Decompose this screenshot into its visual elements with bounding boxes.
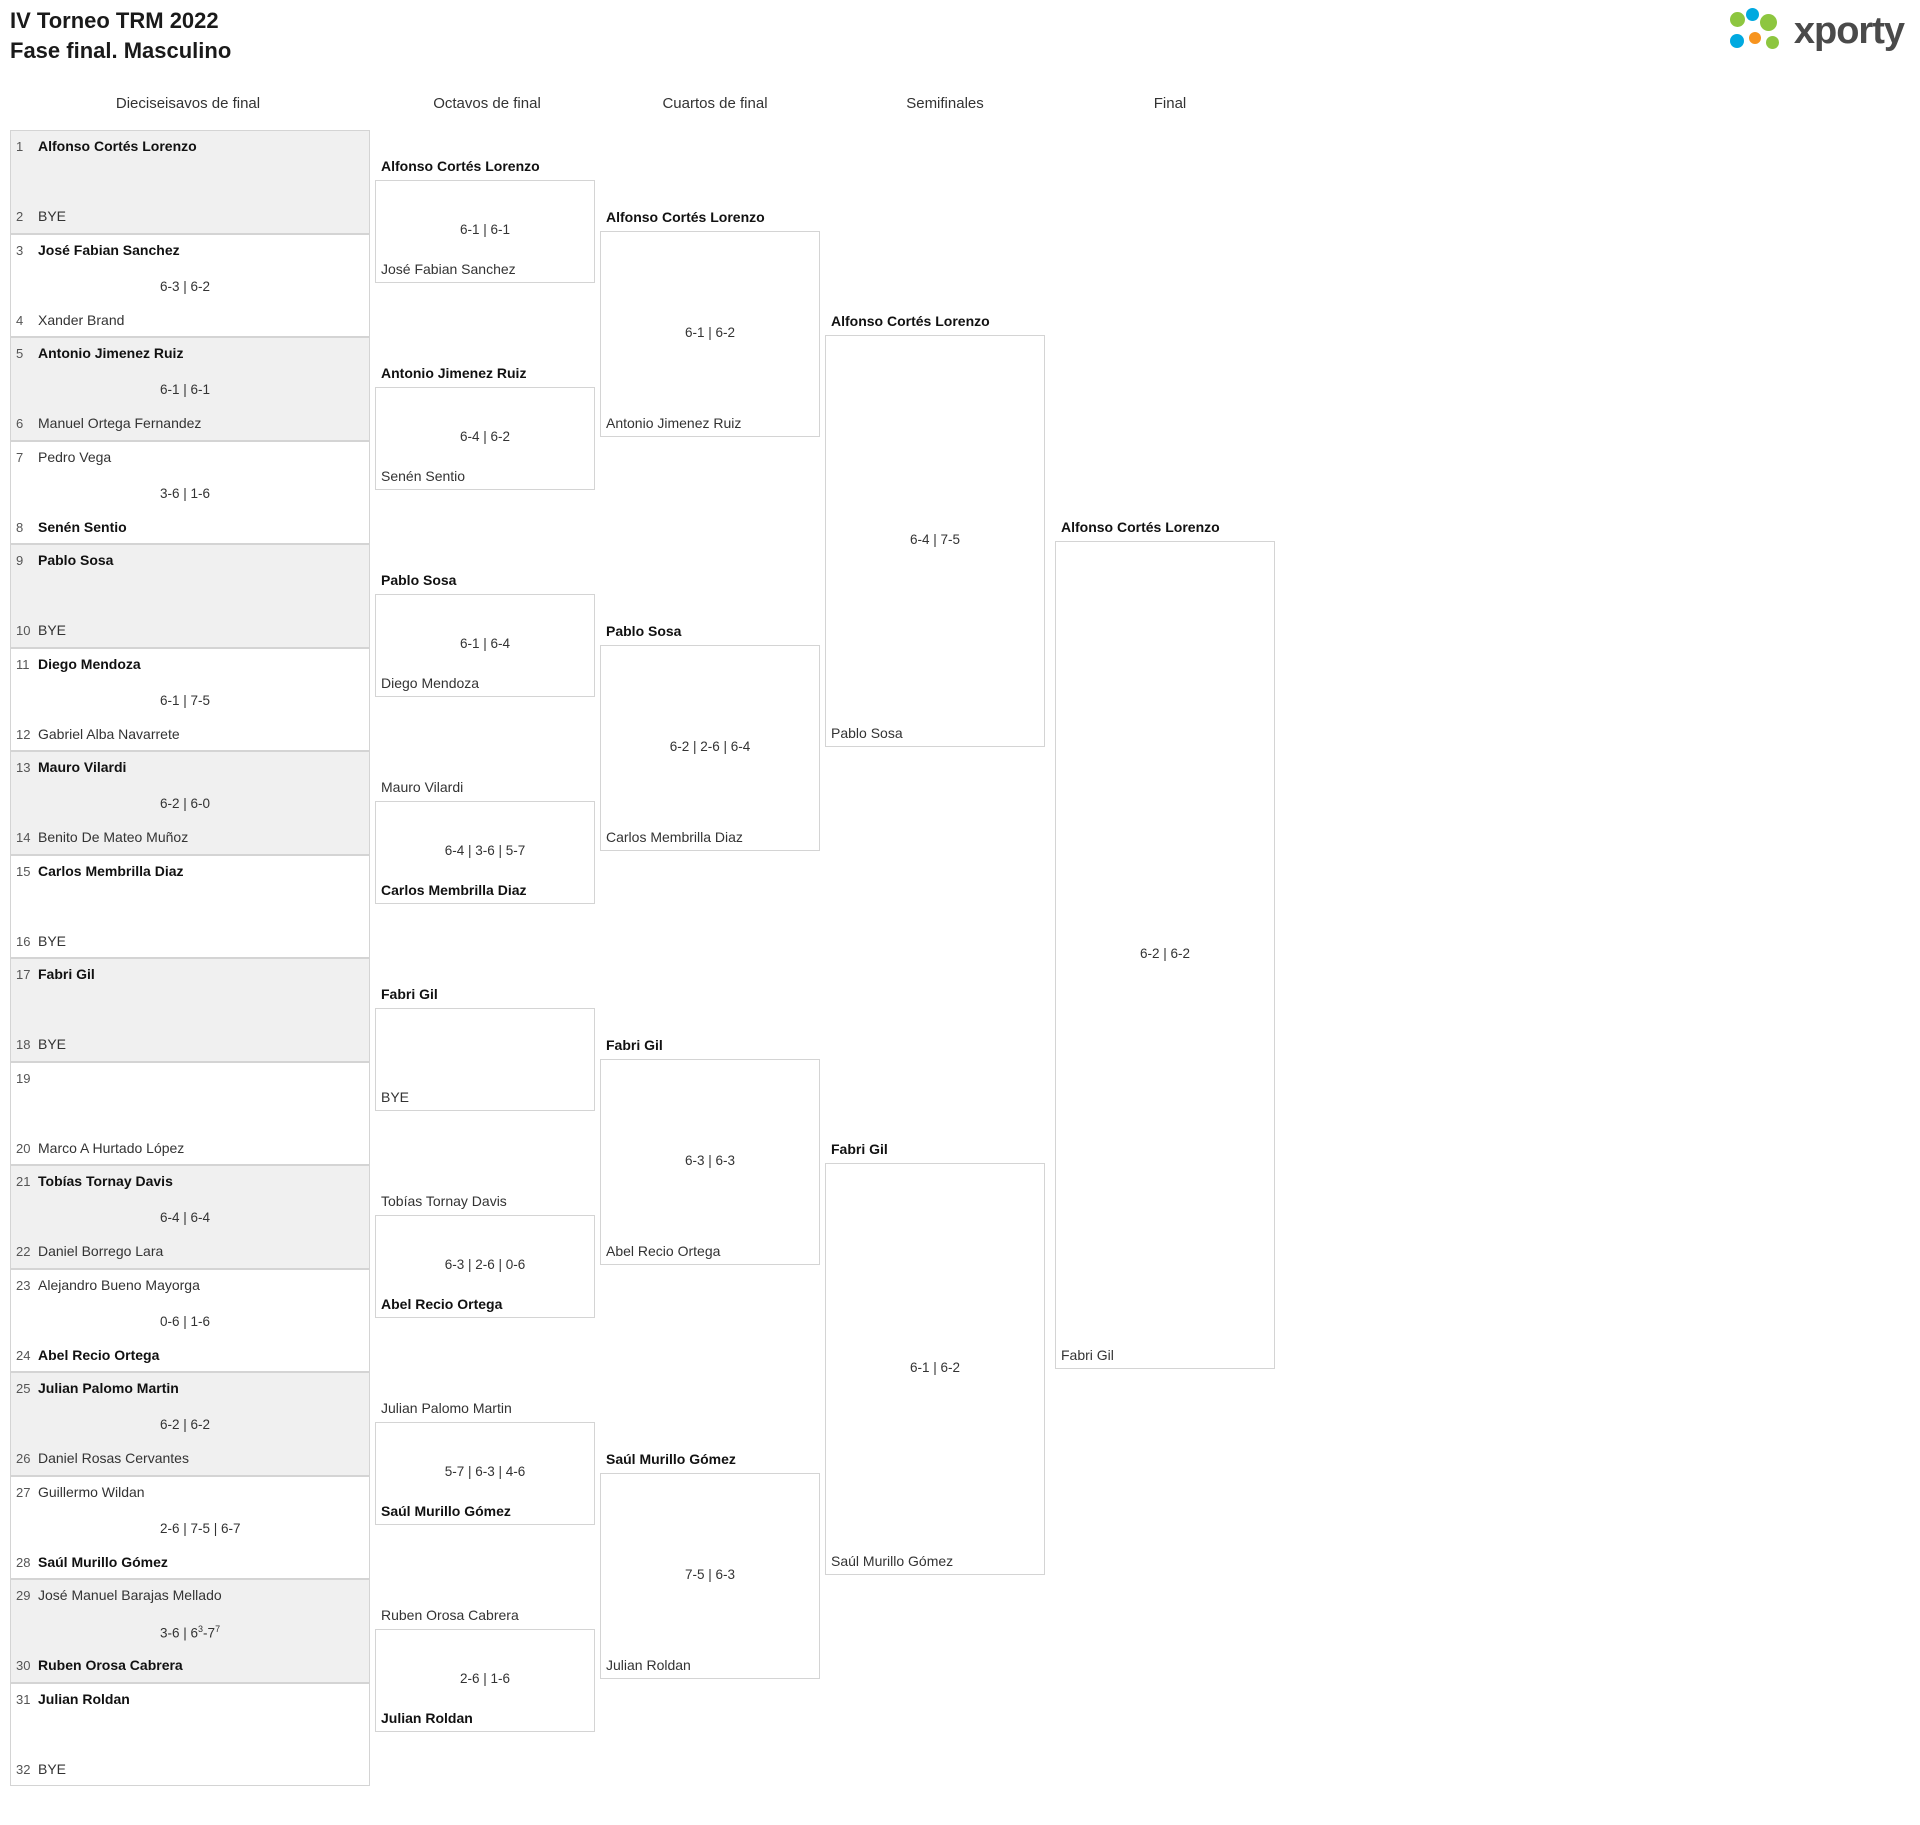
seed-number: 24 — [16, 1347, 31, 1363]
player-name[interactable]: Abel Recio Ortega — [38, 1346, 160, 1363]
player-name[interactable]: Carlos Membrilla Diaz — [606, 829, 743, 845]
match-score: 6-1 | 6-4 — [459, 636, 511, 651]
player-name[interactable]: Marco A Hurtado López — [38, 1139, 185, 1156]
seed-number: 1 — [16, 139, 24, 154]
match-score: 6-2 | 2-6 | 6-4 — [669, 739, 751, 754]
player-name[interactable]: Pedro Vega — [38, 448, 112, 465]
page-title: IV Torneo TRM 2022 — [10, 8, 219, 33]
match-score: 6-2 | 6-0 — [160, 796, 211, 811]
player-name[interactable]: Pablo Sosa — [606, 623, 682, 639]
match-score: 6-3 | 6-2 — [160, 278, 211, 294]
seed-number: 27 — [16, 1484, 31, 1500]
player-name[interactable]: Saúl Murillo Gómez — [831, 1553, 954, 1569]
seed-number: 29 — [16, 1588, 31, 1603]
round-header-1: Dieciseisavos de final — [115, 95, 261, 112]
player-name[interactable]: Julian Roldan — [606, 1657, 691, 1673]
player-name[interactable]: José Fabian Sanchez — [381, 260, 516, 277]
player-name[interactable]: Alejandro Bueno Mayorga — [38, 1276, 200, 1293]
player-name[interactable]: Antonio Jimenez Ruiz — [606, 415, 742, 431]
match-score: 6-3 | 2-6 | 0-6 — [444, 1257, 526, 1272]
player-name[interactable]: Alfonso Cortés Lorenzo — [606, 209, 765, 225]
player-name[interactable]: Alfonso Cortés Lorenzo — [1061, 519, 1220, 535]
title-block — [10, 6, 231, 66]
player-name[interactable]: Benito De Mateo Muñoz — [38, 829, 189, 845]
match-score: 5-7 | 6-3 | 4-6 — [444, 1464, 526, 1479]
player-name[interactable]: Saúl Murillo Gómez — [381, 1502, 511, 1519]
player-name[interactable]: Mauro Vilardi — [38, 759, 127, 775]
match-score: 6-1 | 6-2 — [684, 325, 736, 340]
logo-text: xporty — [1793, 9, 1904, 52]
match-score: 7-5 | 6-3 — [684, 1567, 736, 1582]
page-header — [0, 0, 1920, 80]
page-subtitle: Fase final. Masculino — [10, 38, 232, 63]
match-score: 6-2 | 6-2 — [160, 1417, 211, 1432]
seed-number: 16 — [16, 933, 31, 949]
round-header-4: Semifinales — [906, 95, 984, 112]
match-score: 6-4 | 7-5 — [909, 532, 961, 547]
seed-number: 21 — [16, 1174, 31, 1189]
player-name[interactable]: Alfonso Cortés Lorenzo — [831, 313, 990, 329]
player-name[interactable]: Saúl Murillo Gómez — [38, 1553, 168, 1570]
seed-number: 5 — [16, 346, 24, 361]
seed-number: 32 — [16, 1761, 31, 1777]
seed-number: 31 — [16, 1691, 31, 1707]
seed-number: 22 — [16, 1244, 31, 1259]
player-name[interactable]: Julian Roldan — [381, 1709, 473, 1726]
player-name[interactable]: BYE — [381, 1088, 410, 1105]
match-score: 6-1 | 6-1 — [160, 382, 211, 397]
player-name[interactable]: Fabri Gil — [38, 966, 95, 982]
player-name[interactable]: Fabri Gil — [1061, 1347, 1114, 1363]
seed-number: 14 — [16, 830, 31, 845]
player-name[interactable]: Carlos Membrilla Diaz — [38, 862, 184, 879]
seed-number: 11 — [16, 656, 30, 672]
player-name[interactable]: Alfonso Cortés Lorenzo — [381, 157, 540, 174]
match-score: 6-1 | 6-2 — [909, 1360, 961, 1375]
player-name[interactable]: BYE — [38, 1036, 67, 1052]
player-name[interactable]: BYE — [38, 932, 67, 949]
match-score: 6-2 | 6-2 — [1139, 946, 1191, 961]
player-name[interactable]: Diego Mendoza — [38, 655, 141, 672]
player-name[interactable]: Pablo Sosa — [831, 725, 903, 741]
player-name[interactable]: Julian Palomo Martin — [38, 1380, 179, 1396]
logo-dots-icon — [1730, 8, 1786, 54]
player-name[interactable]: Pablo Sosa — [38, 552, 114, 568]
player-name[interactable]: Ruben Orosa Cabrera — [381, 1606, 519, 1623]
player-name[interactable]: Tobías Tornay Davis — [381, 1192, 507, 1209]
seed-number: 23 — [16, 1277, 31, 1293]
seed-number: 18 — [16, 1037, 31, 1052]
seed-number: 9 — [16, 553, 24, 568]
round-header-5: Final — [1153, 95, 1187, 112]
player-name[interactable]: Fabri Gil — [381, 985, 438, 1002]
seed-number: 28 — [16, 1554, 31, 1570]
player-name[interactable]: Carlos Membrilla Diaz — [381, 881, 527, 898]
player-name[interactable]: Diego Mendoza — [381, 674, 480, 691]
match-score: 6-4 | 6-4 — [160, 1210, 211, 1225]
seed-number: 30 — [16, 1658, 31, 1673]
seed-number: 6 — [16, 416, 24, 431]
xporty-logo — [1730, 8, 1904, 54]
match-score: 6-4 | 6-2 — [459, 429, 511, 444]
player-name[interactable]: Abel Recio Ortega — [606, 1243, 721, 1259]
player-name[interactable]: Senén Sentio — [38, 518, 127, 535]
seed-number: 26 — [16, 1451, 31, 1466]
player-name[interactable]: Fabri Gil — [606, 1037, 663, 1053]
match-score: 2-6 | 7-5 | 6-7 — [160, 1520, 241, 1536]
match-score: 6-3 | 6-3 — [684, 1153, 736, 1168]
player-name[interactable]: Abel Recio Ortega — [381, 1295, 503, 1312]
player-name[interactable]: Xander Brand — [38, 311, 125, 328]
match-score: 3-6 | 1-6 — [160, 485, 211, 501]
match-score: 0-6 | 1-6 — [160, 1313, 211, 1329]
player-name[interactable]: Antonio Jimenez Ruiz — [381, 364, 527, 381]
seed-number: 13 — [16, 760, 31, 775]
player-name[interactable]: BYE — [38, 622, 67, 638]
player-name[interactable]: Antonio Jimenez Ruiz — [38, 345, 184, 361]
player-name[interactable]: José Fabian Sanchez — [38, 241, 180, 258]
seed-number: 10 — [16, 623, 31, 638]
seed-number: 4 — [16, 312, 24, 328]
player-name[interactable]: José Manuel Barajas Mellado — [38, 1587, 222, 1603]
round-header-2: Octavos de final — [433, 95, 541, 112]
player-name[interactable]: Daniel Rosas Cervantes — [38, 1450, 189, 1466]
player-name[interactable]: Pablo Sosa — [381, 571, 457, 588]
player-name[interactable]: Saúl Murillo Gómez — [606, 1451, 736, 1467]
player-name[interactable]: Daniel Borrego Lara — [38, 1243, 164, 1259]
seed-number: 7 — [16, 449, 24, 465]
seed-number: 20 — [16, 1140, 31, 1156]
player-name[interactable]: Julian Roldan — [38, 1690, 130, 1707]
seed-number: 15 — [16, 863, 31, 879]
seed-number: 19 — [16, 1070, 31, 1086]
seed-number: 3 — [16, 242, 24, 258]
player-name[interactable]: Alfonso Cortés Lorenzo — [38, 138, 197, 154]
player-name[interactable]: Senén Sentio — [381, 467, 466, 484]
player-name[interactable]: BYE — [38, 1760, 67, 1777]
seed-number: 17 — [16, 967, 31, 982]
match-score: 2-6 | 1-6 — [459, 1671, 511, 1686]
player-name[interactable]: Mauro Vilardi — [381, 778, 464, 795]
player-name[interactable]: Manuel Ortega Fernandez — [38, 415, 202, 431]
seed-number: 8 — [16, 519, 24, 535]
seed-number: 25 — [16, 1381, 31, 1396]
player-name[interactable]: Guillermo Wildan — [38, 1483, 145, 1500]
match-score: 6-1 | 7-5 — [160, 692, 211, 708]
player-name[interactable]: Gabriel Alba Navarrete — [38, 725, 180, 742]
seed-number: 12 — [16, 726, 31, 742]
match-score: 6-1 | 6-1 — [459, 222, 511, 237]
player-name[interactable]: Ruben Orosa Cabrera — [38, 1657, 183, 1673]
seed-number: 2 — [16, 209, 24, 224]
player-name[interactable]: Tobías Tornay Davis — [38, 1173, 173, 1189]
match-score: 3-6 | $6^3-7^7$ — [160, 1624, 221, 1641]
match-score: 6-4 | 3-6 | 5-7 — [444, 843, 526, 858]
round-header-3: Cuartos de final — [662, 95, 768, 112]
player-name[interactable]: Fabri Gil — [831, 1141, 888, 1157]
player-name[interactable]: Julian Palomo Martin — [381, 1399, 512, 1416]
player-name[interactable]: BYE — [38, 208, 67, 224]
